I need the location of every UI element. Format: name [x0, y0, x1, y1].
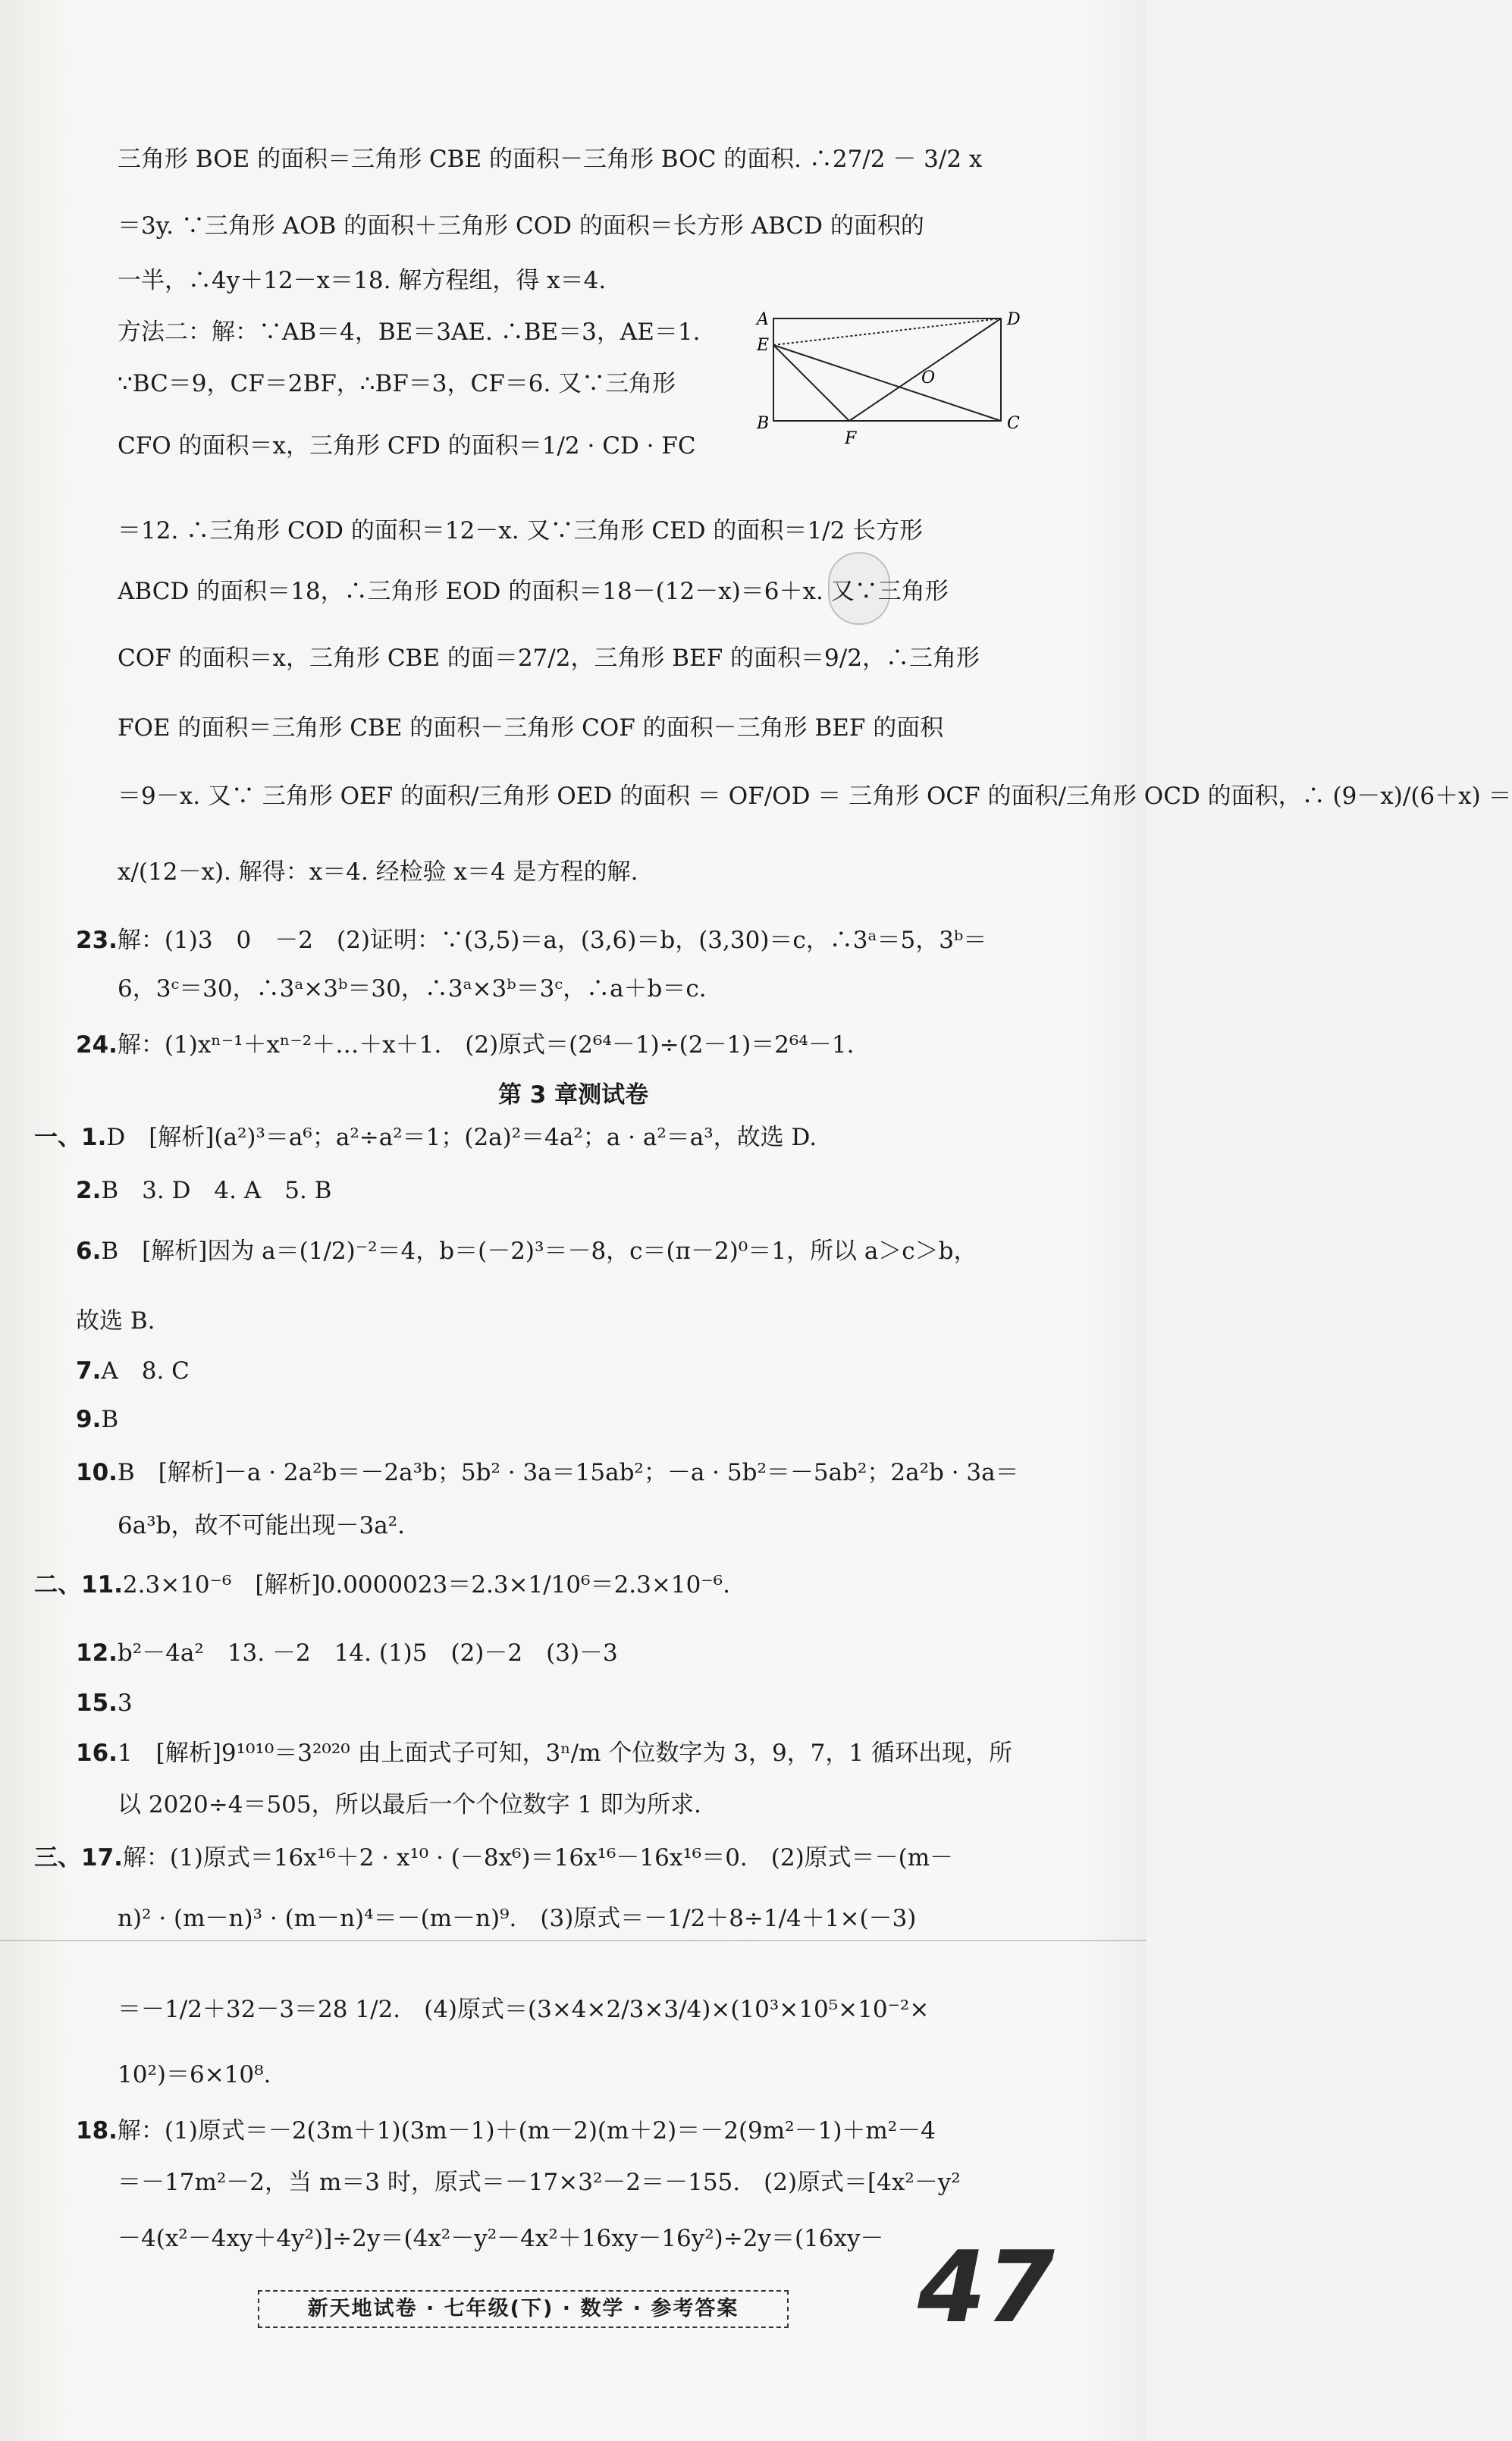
label-c: C — [1007, 414, 1020, 433]
answer-line: 三、17.解：(1)原式＝16x¹⁶＋2 · x¹⁰ · (－8x⁶)＝16x¹⁶－16x¹⁶＝0. (2)原式＝－(m－ — [34, 1844, 954, 1872]
text-line: 三角形 BOE 的面积＝三角形 CBE 的面积－三角形 BOC 的面积. ∴27/2 － 3/2 x — [118, 146, 983, 173]
label-e: E — [757, 336, 770, 355]
label-f: F — [845, 429, 857, 448]
text-line: COF 的面积＝x，三角形 CBE 的面＝27/2，三角形 BEF 的面积＝9/2，∴三角形 — [118, 645, 980, 672]
text-line: 方法二：解：∵AB＝4，BE＝3AE. ∴BE＝3，AE＝1. — [118, 318, 701, 346]
answer-line: 24.解：(1)xⁿ⁻¹＋xⁿ⁻²＋…＋x＋1. (2)原式＝(2⁶⁴－1)÷(2－1)＝2⁶⁴－1. — [76, 1031, 855, 1059]
scan-rule — [0, 1940, 1147, 1941]
label-a: A — [757, 310, 769, 329]
text-line: ＝－17m²－2，当 m＝3 时，原式＝－17×3²－2＝－155. (2)原式＝[4x²－y² — [118, 2169, 961, 2196]
text-line: ＝9－x. 又∵ 三角形 OEF 的面积/三角形 OED 的面积 ＝ OF/OD ＝ 三角形 OCF 的面积/三角形 OCD 的面积，∴ (9－x)/(6＋x) ＝ — [118, 783, 1512, 810]
answer-line: 23.解：(1)3 0 －2 (2)证明：∵(3,5)＝a，(3,6)＝b，(3,30)＝c，∴3ᵃ＝5，3ᵇ＝ — [76, 927, 987, 954]
answer-line: 12.b²－4a² 13. －2 14. (1)5 (2)－2 (3)－3 — [76, 1639, 618, 1667]
text-line: ABCD 的面积＝18，∴三角形 EOD 的面积＝18－(12－x)＝6＋x. 又∵三角形 — [118, 578, 949, 605]
answer-line: 6.B [解析]因为 a＝(1/2)⁻²＝4，b＝(－2)³＝－8，c＝(π－2)⁰＝1，所以 a＞c＞b， — [76, 1238, 977, 1265]
answer-line: 9.B — [76, 1406, 119, 1433]
text-line: 6a³b，故不可能出现－3a². — [118, 1512, 405, 1539]
section-title: 第 3 章测试卷 — [497, 1081, 649, 1109]
answer-line: 16.1 [解析]9¹⁰¹⁰＝3²⁰²⁰ 由上面式子可知，3ⁿ/m 个位数字为 3，9，7，1 循环出现，所 — [76, 1740, 1012, 1767]
rectangle-figure — [751, 303, 1031, 455]
answer-line: 一、1.D [解析](a²)³＝a⁶；a²÷a²＝1；(2a)²＝4a²；a · a²＝a³，故选 D. — [34, 1124, 817, 1151]
text-line: 故选 B. — [76, 1307, 155, 1335]
text-line: ＝－1/2＋32－3＝28 1/2. (4)原式＝(3×4×2/3×3/4)×(10³×10⁵×10⁻²× — [118, 1996, 930, 2023]
text-line: 以 2020÷4＝505，所以最后一个个位数字 1 即为所求. — [118, 1791, 701, 1818]
label-b: B — [757, 414, 770, 433]
text-line: 6，3ᶜ＝30，∴3ᵃ×3ᵇ＝30，∴3ᵃ×3ᵇ＝3ᶜ，∴a＋b＝c. — [118, 975, 707, 1002]
answer-line: 10.B [解析]－a · 2a²b＝－2a³b；5b² · 3a＝15ab²；－a · 5b²＝－5ab²；2a²b · 3a＝ — [76, 1459, 1019, 1486]
text-line: 10²)＝6×10⁸. — [118, 2061, 271, 2088]
text-line: 一半，∴4y＋12－x＝18. 解方程组，得 x＝4. — [118, 267, 607, 294]
text-line: ＝12. ∴三角形 COD 的面积＝12－x. 又∵三角形 CED 的面积＝1/2 长方形 — [118, 517, 924, 544]
footer-banner: 新天地试卷 · 七年级(下) · 数学 · 参考答案 — [258, 2290, 789, 2328]
page-number: 47 — [918, 2229, 1055, 2345]
label-o: O — [921, 369, 936, 387]
text-line: n)² · (m－n)³ · (m－n)⁴＝－(m－n)⁹. (3)原式＝－1/2＋8÷1/4＋1×(－3) — [118, 1905, 917, 1932]
answer-line: 2.B 3. D 4. A 5. B — [76, 1177, 332, 1204]
text-line: x/(12－x). 解得：x＝4. 经检验 x＝4 是方程的解. — [118, 858, 638, 886]
text-line: CFO 的面积＝x，三角形 CFD 的面积＝1/2 · CD · FC — [118, 432, 696, 460]
answer-line: 二、11.2.3×10⁻⁶ [解析]0.0000023＝2.3×1/10⁶＝2.3×10⁻⁶. — [34, 1571, 730, 1599]
text-line: ＝3y. ∵三角形 AOB 的面积＋三角形 COD 的面积＝长方形 ABCD 的面积的 — [118, 212, 924, 240]
answer-line: 7.A 8. C — [76, 1357, 190, 1385]
text-line: FOE 的面积＝三角形 CBE 的面积－三角形 COF 的面积－三角形 BEF 的面积 — [118, 714, 944, 742]
text-line: －4(x²－4xy＋4y²)]÷2y＝(4x²－y²－4x²＋16xy－16y²)÷2y＝(16xy－ — [118, 2225, 884, 2252]
label-d: D — [1007, 310, 1021, 329]
answer-line: 15.3 — [76, 1690, 133, 1717]
text-line: ∵BC＝9，CF＝2BF，∴BF＝3，CF＝6. 又∵三角形 — [118, 370, 676, 397]
answer-line: 18.解：(1)原式＝－2(3m＋1)(3m－1)＋(m－2)(m＋2)＝－2(9m²－1)＋m²－4 — [76, 2117, 936, 2145]
